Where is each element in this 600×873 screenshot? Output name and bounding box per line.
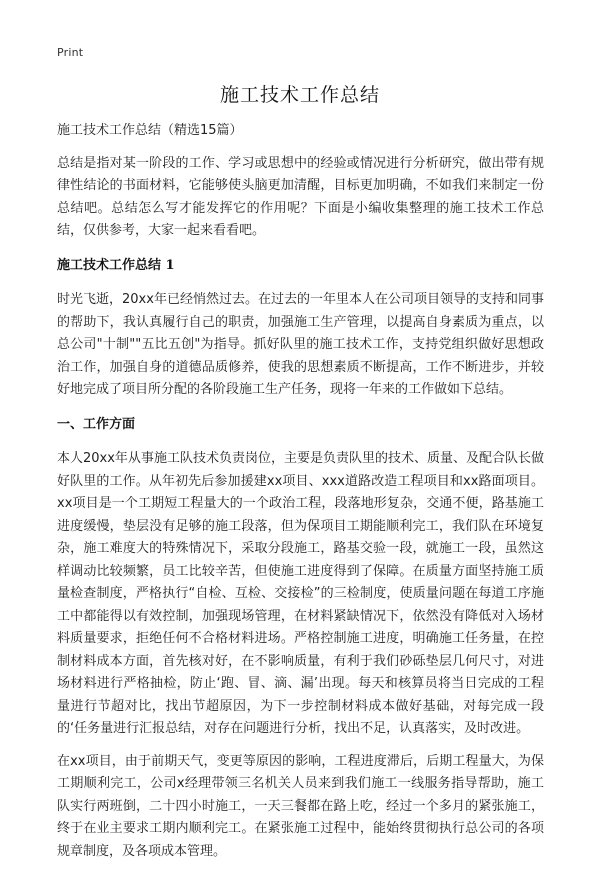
work-paragraph-2: 在xx项目，由于前期天气，变更等原因的影响，工程进度滞后，后期工程量大，为保工期顺利完工，公司x经理带领三名机关人员来到我们施工一线服务指导帮助，施工队实行两班倒，二十四小时施工，一天三餐都在路上吃，经过一个多月的紧张施工，终于在业主要求工期内顺利完工。在紧张施工过程中，能始终贯彻执行总公司的各项规章制度，及各项成本管理。 [57, 753, 544, 859]
work-heading: 一、工作方面 [57, 416, 136, 432]
document-subtitle: 施工技术工作总结（精选15篇） [57, 123, 243, 138]
print-link[interactable]: Print [57, 46, 84, 59]
section-heading-1: 施工技术工作总结 1 [57, 257, 175, 273]
work-paragraph-1: 本人20xx年从事施工队技术负责岗位，主要是负责队里的技术、质量、及配合队长做好队里的工作。从年初先后参加援建xx项目、xxx道路改造工程项目和xx路面项目。xx项目是一个工期短工程量大的一个政治工程，段落地形复杂，交通不便，路基施工进度缓慢，垫层没有足够的施工段落，但为保项目工期能顺利完工，我们队在环境复杂，施工难度大的特殊情况下，采取分段施工，路基交验一段，就施工一段，虽然这样调动比较频繁，员工比较辛苦，但使施工进度得到了保障。在质量方面坚持施工质量检查制度，严格执行“自检、互检、交接检”的三检制度，使质量问题在每道工序施工中都能得以有效控制，加强现场管理，在材料紧缺情况下，依然没有降低对入场材料质量要求，拒绝任何不合格材料进场。严格控制施工进度，明确施工任务量，在控制材料成本方面，首先核对好，在不影响质量，有利于我们砂砾垫层几何尺寸，对进场材料进行严格抽检，防止‘跑、冒、滴、漏’出现。每天和核算员将当日完成的工程量进行节超对比，找出节超原因，为下一步控制材料成本做好基础，对每完成一段的‘任务量进行汇报总结，对存在问题进行分析，找出不足，认真落实，及时改进。 [57, 451, 544, 736]
section1-paragraph: 时光飞逝，20xx年已经悄然过去。在过去的一年里本人在公司项目领导的支持和同事的帮助下，我认真履行自己的职责，加强施工生产管理，以提高自身素质为重点，以总公司"十制""五比五创"为指导。抓好队里的施工技术工作，支持党组织做好思想政治工作，加强自身的道德品质修养，使我的思想素质不断提高，工作不断进步，并较好地完成了项目所分配的各阶段施工生产任务，现将一年来的工作做如下总结。 [57, 292, 544, 397]
page-title: 施工技术工作总结 [219, 84, 380, 106]
document-body [57, 120, 544, 873]
intro-paragraph: 总结是指对某一阶段的工作、学习或思想中的经验或情况进行分析研究，做出带有规律性结论的书面材料，它能够使头脑更加清醒，目标更加明确，不如我们来制定一份总结吧。总结怎么写才能发挥它的作用呢？下面是小编收集整理的施工技术工作总结，仅供参考，大家一起来看看吧。 [57, 155, 544, 238]
